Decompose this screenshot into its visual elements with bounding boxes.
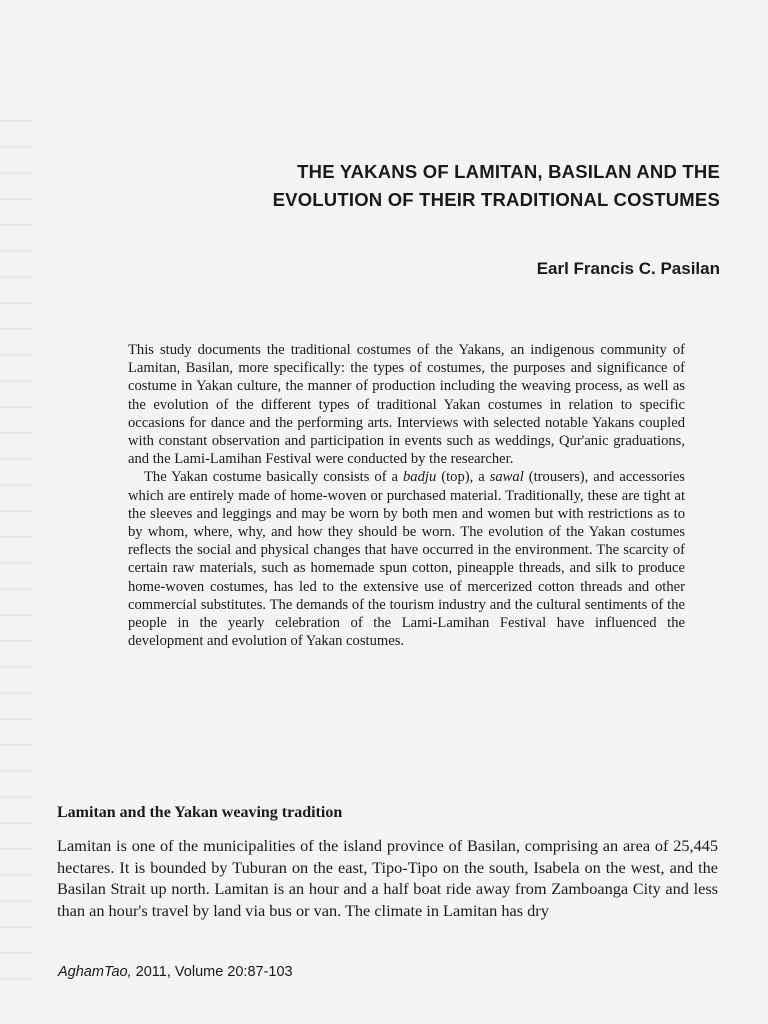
scan-margin-artifact <box>0 120 32 1000</box>
author-name: Earl Francis C. Pasilan <box>536 259 720 278</box>
citation-details: 2011, Volume 20:87-103 <box>131 964 293 980</box>
page-footer-citation <box>58 963 558 981</box>
abstract-paragraph-1: This study documents the traditional costumes of the Yakans, an indigenous community of Lamitan, Basilan, more specifically: the types of costumes, the purposes and significance of costume in Yakan culture, the manner of production including the weaving process, as well as the evolution of the different types of traditional Yakan costumes in relation to specific occasions for dance and the performing arts. Interviews with selected notable Yakans coupled with constant observation and participation in events such as weddings, Qur'anic graduations, and the Lami-Lamihan Festival were conducted by the researcher. <box>128 342 685 468</box>
body-text <box>57 835 718 921</box>
term-badju: badju <box>403 469 437 486</box>
body-paragraph: Lamitan is one of the municipalities of the island province of Basilan, comprising an area of 25,445 hectares. It is bounded by Tuburan on the east, Tipo-Tipo on the south, Isabela on the west, and the Basilan Strait up north. Lamitan is an hour and a half boat ride away from Zamboanga City and less than an hour's travel by land via bus or van. The climate in Lamitan has dry <box>57 836 718 920</box>
abstract-text: (trousers), and accessories which are entirely made of home-woven or purchased material. Traditionally, these are tight at the sleeves and leggings and may be worn by both men and women but with restrictions as to by whom, where, why, and how they should be worn. The evolution of the Yakan costumes reflects the social and physical changes that have occurred in the environment. The scarcity of certain raw materials, such as homemade spun cotton, pineapple threads, and silk to produce home-woven costumes, has led to the extensive use of mercerized cotton threads and other commercial substitutes. The demands of the tourism industry and the cultural sentiments of the people in the yearly celebration of the Lami-Lamihan Festival have influenced the development and evolution of Yakan costumes. <box>128 469 685 650</box>
journal-name: AghamTao, <box>58 964 132 980</box>
abstract-text: (top), a <box>436 469 490 486</box>
paper-title-line-2: EVOLUTION OF THEIR TRADITIONAL COSTUMES <box>272 189 720 210</box>
abstract-text: The Yakan costume basically consists of a <box>144 469 403 486</box>
abstract-paragraph-2 <box>128 468 685 650</box>
section-heading: Lamitan and the Yakan weaving tradition <box>57 804 343 821</box>
paper-title-line-1: THE YAKANS OF LAMITAN, BASILAN AND THE <box>297 161 720 182</box>
abstract <box>128 341 685 650</box>
term-sawal: sawal <box>489 469 524 486</box>
paper-title <box>140 158 720 214</box>
